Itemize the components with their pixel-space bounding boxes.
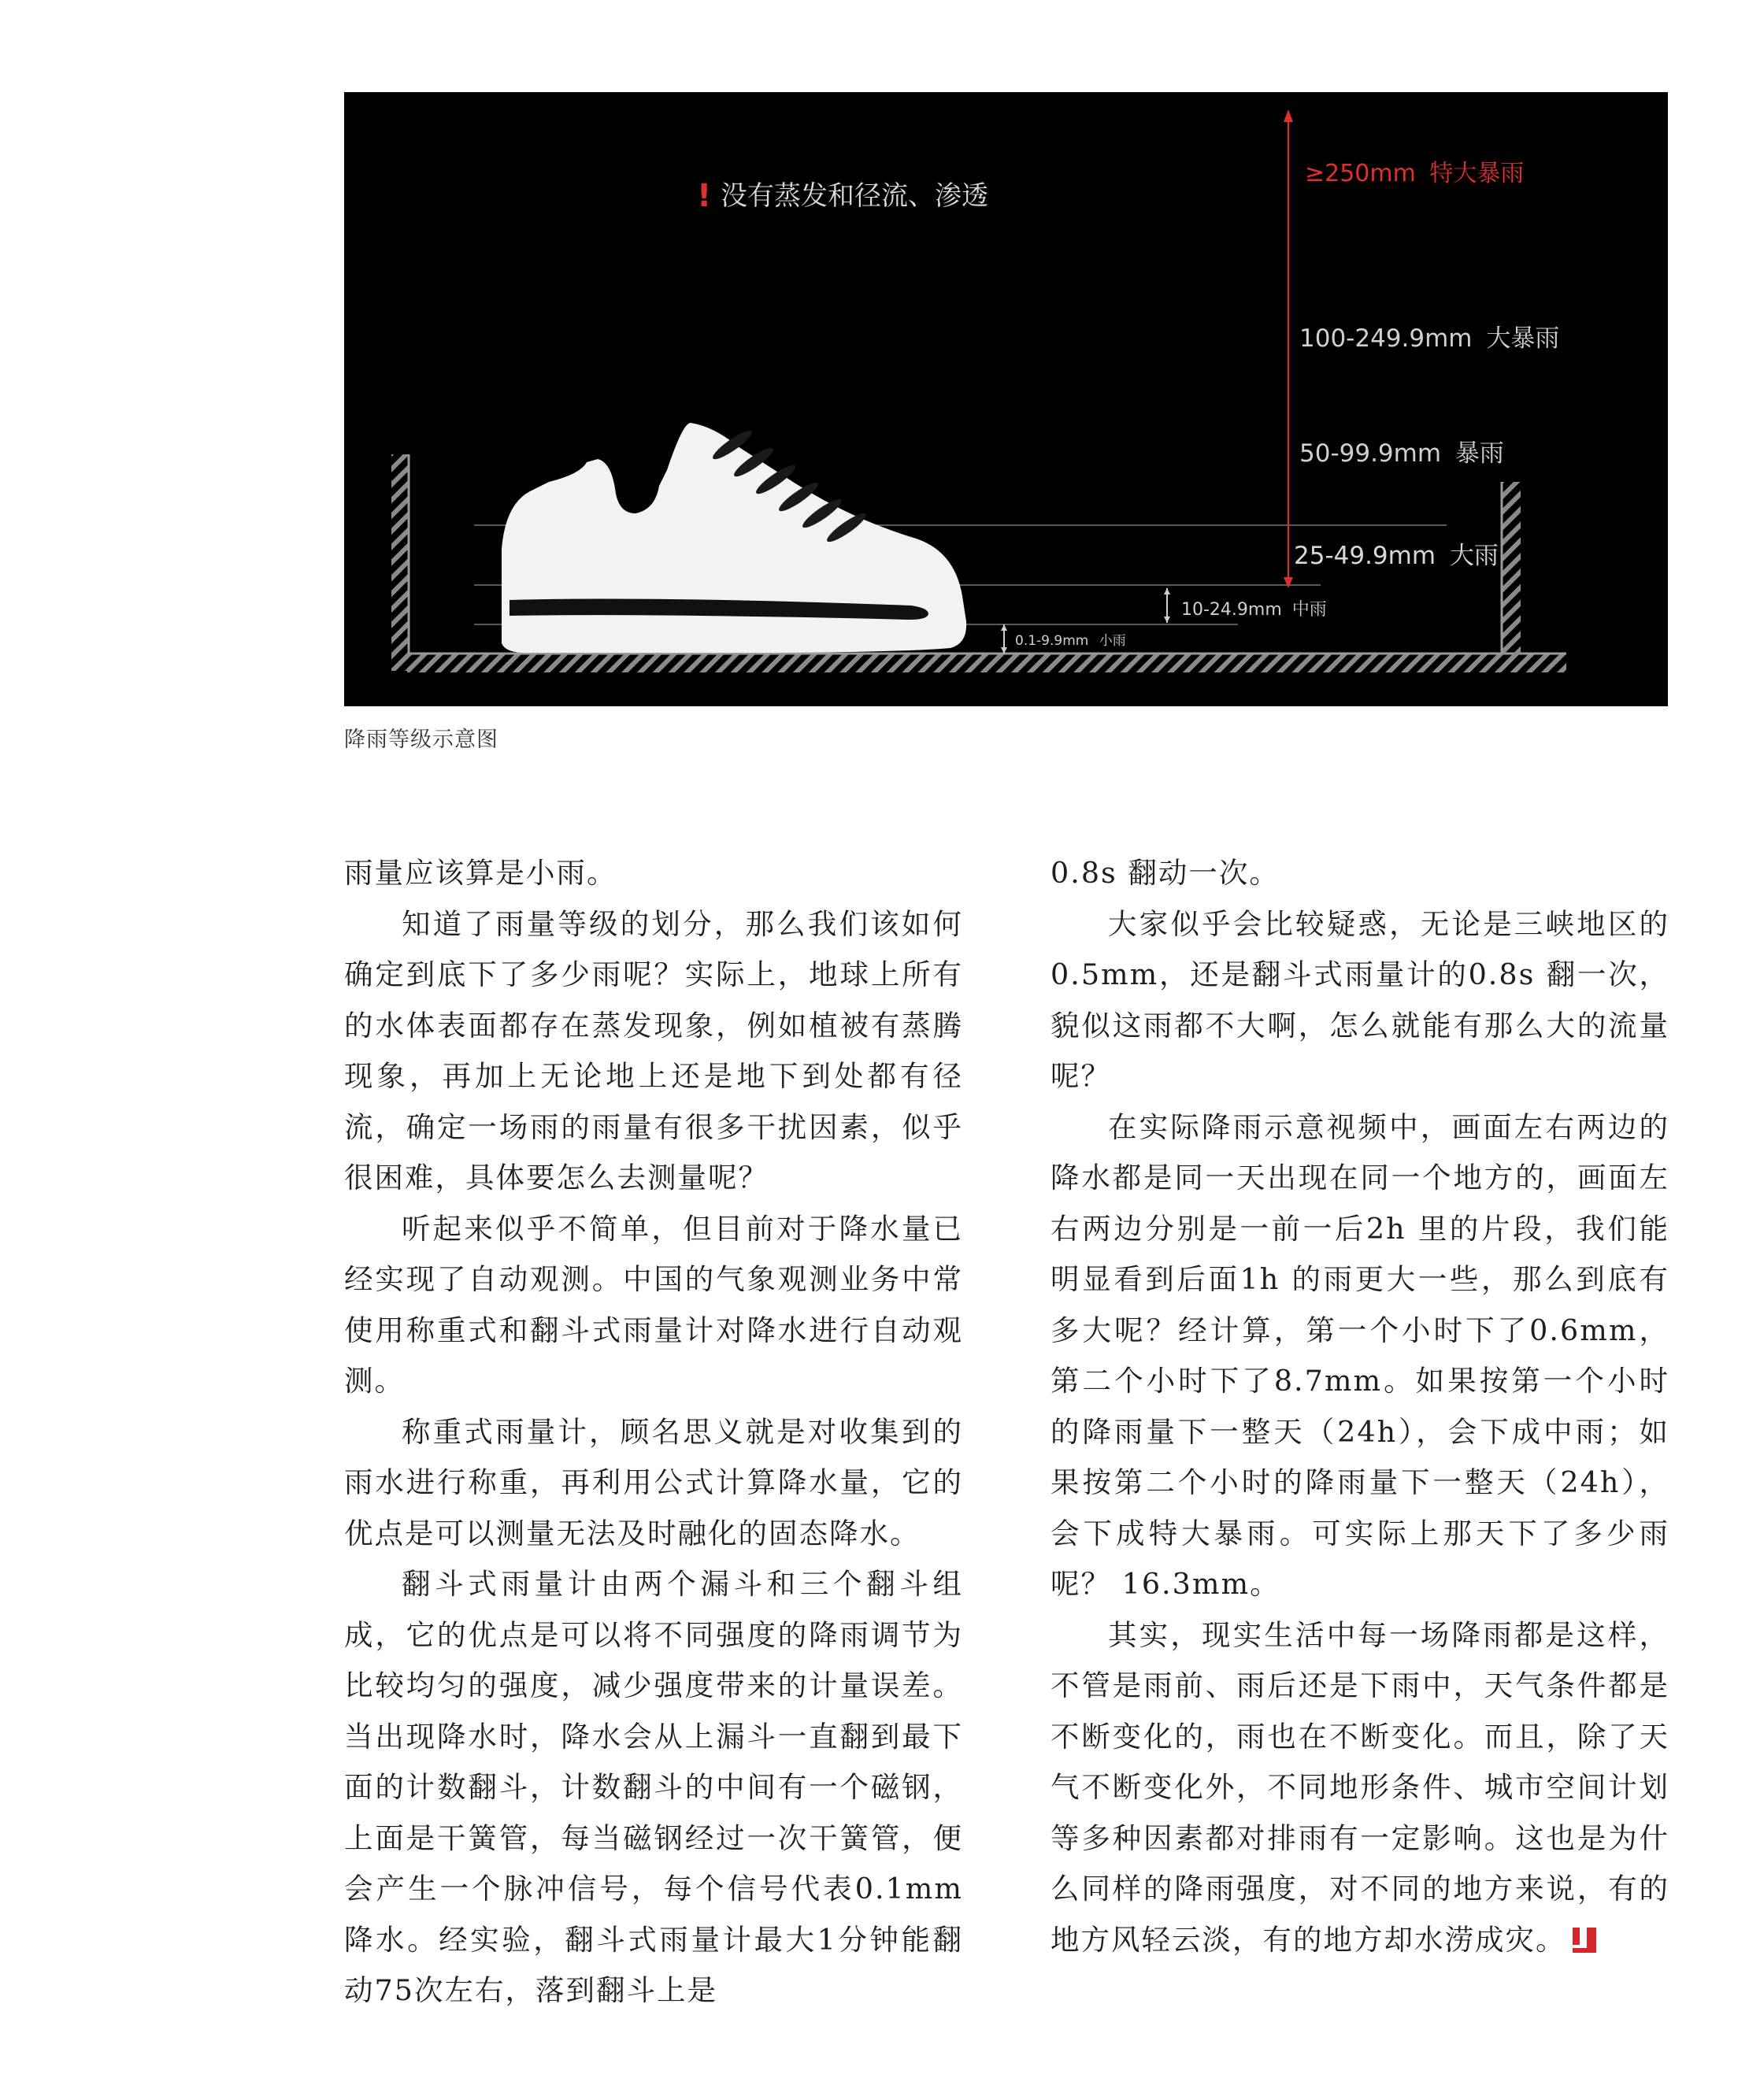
dim-marker-medium-down bbox=[1164, 617, 1170, 623]
figure-caption: 降雨等级示意图 bbox=[344, 728, 498, 752]
level-range-moderate-rain: 10-24.9mm bbox=[1181, 600, 1282, 620]
paragraph: 0.8s 翻动一次。 bbox=[1051, 856, 1280, 890]
sneaker-illustration bbox=[502, 423, 966, 653]
level-range-heavy-rainstorm: 100-249.9mm bbox=[1299, 324, 1473, 353]
warning-mark: ! bbox=[697, 178, 712, 214]
level-label-moderate-rain bbox=[1181, 600, 1327, 620]
dim-marker-small-up bbox=[1001, 624, 1007, 631]
right-text-column bbox=[1051, 848, 1669, 1965]
level-axis-arrowhead bbox=[1284, 109, 1293, 122]
paragraph: 雨量应该算是小雨。 bbox=[344, 856, 617, 890]
right-wall-hatch bbox=[1502, 482, 1521, 671]
level-range-heavy-rain: 25-49.9mm bbox=[1294, 542, 1436, 570]
paragraph: 翻斗式雨量计由两个漏斗和三个翻斗组成，它的优点是可以将不同强度的降雨调节为比较均匀的强度，减少强度带来的计量误差。当出现降水时，降水会从上漏斗一直翻到最下面的计数翻斗，计数翻斗的中间有一个磁钢，上面是干簧管，每当磁钢经过一次干簧管，便会产生一个脉冲信号，每个信号代表0.1mm 降水。经实验，翻斗式雨量计最大1分钟能翻动75次左右，落到翻斗上是 bbox=[344, 1567, 963, 2007]
level-label-rainstorm bbox=[1299, 439, 1504, 468]
warning-text: 没有蒸发和径流、渗透 bbox=[721, 180, 988, 212]
paragraph: 听起来似乎不简单，但目前对于降水量已经实现了自动观测。中国的气象观测业务中常使用称重式和翻斗式雨量计对降水进行自动观测。 bbox=[344, 1211, 963, 1398]
level-name-extreme: 特大暴雨 bbox=[1429, 160, 1525, 187]
level-label-extreme bbox=[1305, 160, 1524, 187]
level-name-heavy-rainstorm: 大暴雨 bbox=[1486, 324, 1560, 353]
level-name-light-rain: 小雨 bbox=[1099, 633, 1126, 649]
level-range-rainstorm: 50-99.9mm bbox=[1299, 439, 1442, 468]
rainfall-level-diagram bbox=[344, 92, 1668, 706]
last-paragraph bbox=[1051, 1610, 1669, 1966]
left-wall-hatch bbox=[391, 454, 409, 671]
level-range-extreme: ≥250mm bbox=[1305, 160, 1416, 187]
paragraph: 大家似乎会比较疑惑，无论是三峡地区的0.5mm，还是翻斗式雨量计的0.8s 翻一次，貌似这雨都不大啊，怎么就能有那么大的流量呢？ bbox=[1051, 906, 1669, 1093]
ground-hatch bbox=[407, 654, 1566, 672]
rainfall-diagram-svg bbox=[344, 92, 1668, 706]
level-label-light-rain bbox=[1015, 633, 1126, 649]
left-text-column bbox=[344, 848, 963, 2017]
paragraph: 称重式雨量计，顾名思义就是对收集到的雨水进行称重，再利用公式计算降水量，它的优点是可以测量无法及时融化的固态降水。 bbox=[344, 1414, 963, 1550]
level-axis-arrowhead-bottom bbox=[1284, 577, 1293, 588]
dim-marker-medium-up bbox=[1164, 588, 1170, 594]
level-name-heavy-rain: 大雨 bbox=[1449, 542, 1499, 570]
level-label-heavy-rainstorm bbox=[1299, 324, 1559, 353]
paragraph: 在实际降雨示意视频中，画面左右两边的降水都是同一天出现在同一个地方的，画面左右两边分别是一前一后2h 里的片段，我们能明显看到后面1h 的雨更大一些，那么到底有多大呢？经计算，第一个小时下了0.6mm，第二个小时下了8.7mm。如果按第一个小时的降雨量下一整天（24h），会下成中雨；如果按第二个小时的降雨量下一整天（24h），会下成特大暴雨。可实际上那天下了多少雨呢？ 16.3mm。 bbox=[1051, 1109, 1669, 1601]
article-end-icon bbox=[1573, 1928, 1596, 1953]
level-name-moderate-rain: 中雨 bbox=[1291, 600, 1327, 620]
level-range-light-rain: 0.1-9.9mm bbox=[1015, 633, 1089, 649]
paragraph-text: 其实，现实生活中每一场降雨都是这样，不管是雨前、雨后还是下雨中，天气条件都是不断变化的，雨也在不断变化。而且，除了天气不断变化外，不同地形条件、城市空间计划等多种因素都对排雨有一定影响。这也是为什么同样的降雨强度，对不同的地方来说，有的地方风轻云淡，有的地方却水涝成灾。 bbox=[1051, 1617, 1669, 1957]
level-label-heavy-rain bbox=[1294, 542, 1499, 570]
level-name-rainstorm: 暴雨 bbox=[1454, 439, 1504, 468]
paragraph: 知道了雨量等级的划分，那么我们该如何确定到底下了多少雨呢？实际上，地球上所有的水体表面都存在蒸发现象，例如植被有蒸腾现象，再加上无论地上还是地下到处都有径流，确定一场雨的雨量有很多干扰因素，似乎很困难，具体要怎么去测量呢？ bbox=[344, 906, 963, 1194]
